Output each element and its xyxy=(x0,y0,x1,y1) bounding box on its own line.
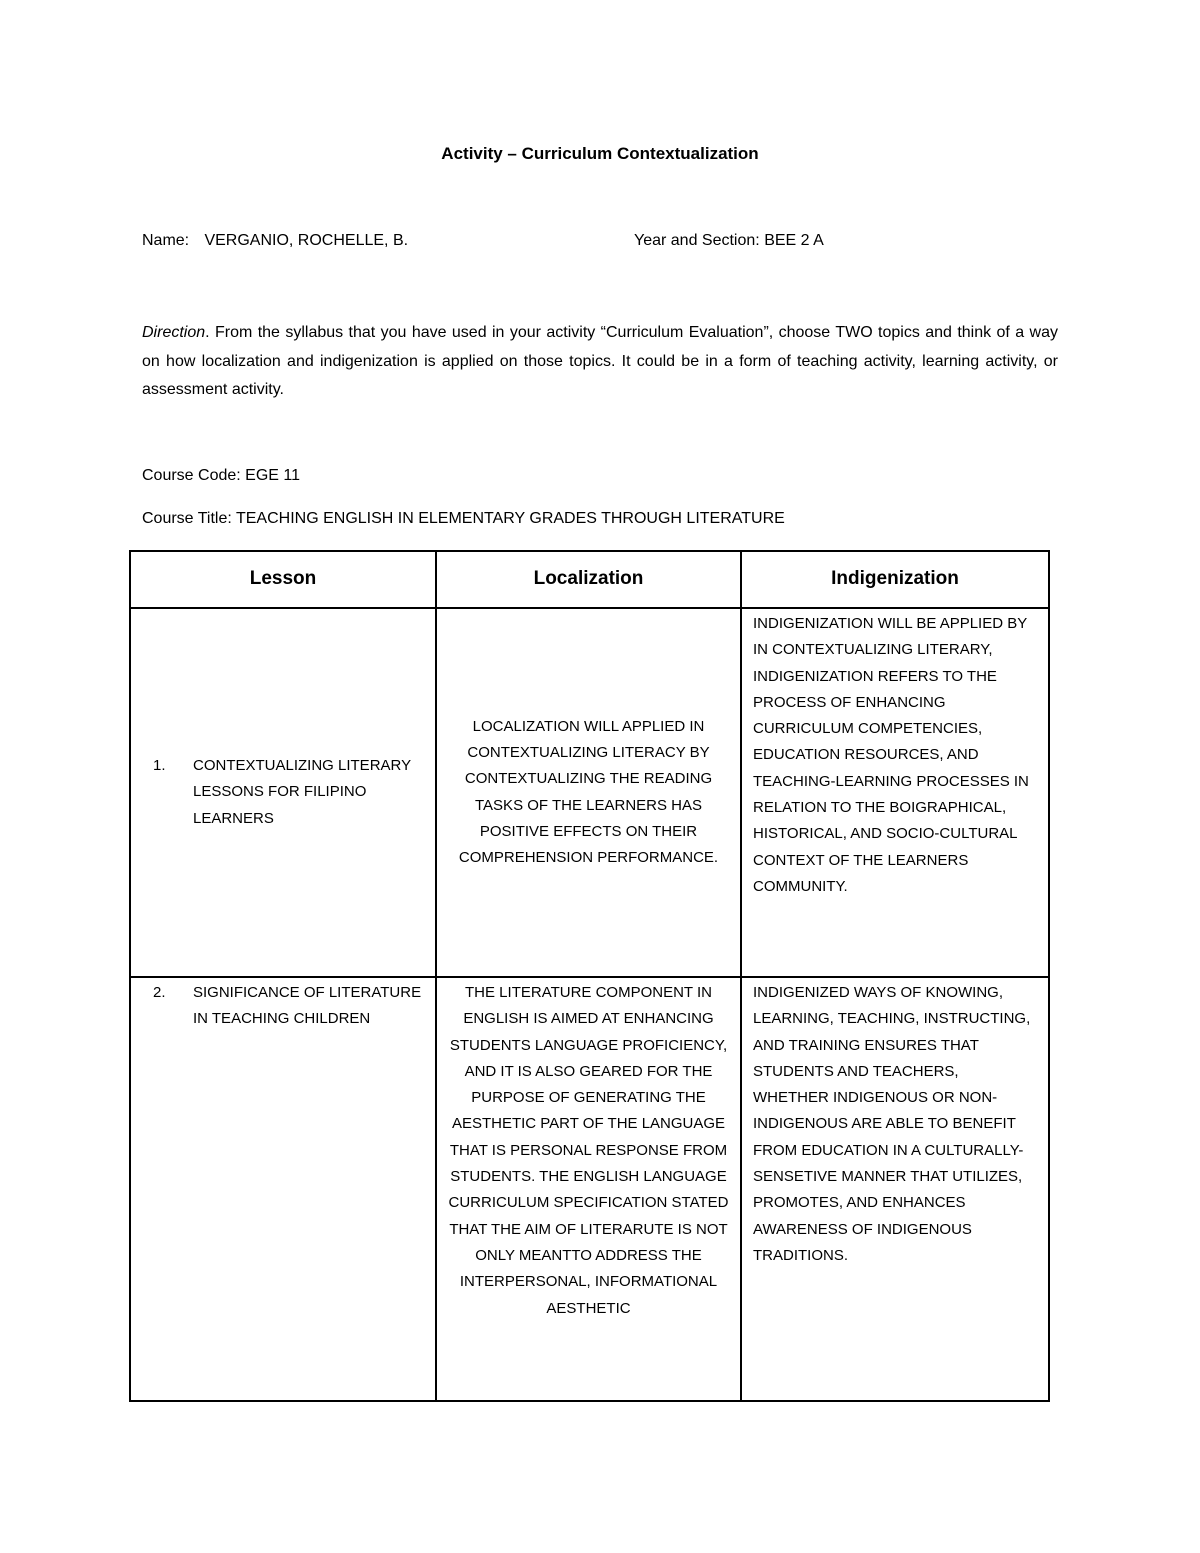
header-lesson: Lesson xyxy=(130,551,436,608)
localization-cell: THE LITERATURE COMPONENT IN ENGLISH IS AIMED AT ENHANCING STUDENTS LANGUAGE PROFICIENCY, AND IT IS ALSO GEARED FOR THE PURPOSE OF GENERATING THE AESTHETIC PART OF THE LANGUAGE THAT IS PERSONAL RESPONSE FROM STUDENTS. THE ENGLISH LANGUAGE CURRICULUM SPECIFICATION STATED THAT THE AIM OF LITERARUTE IS NOT ONLY MEANTTO ADDRESS THE INTERPERSONAL, INFORMATIONAL AESTHETIC xyxy=(436,977,741,1401)
name-label: Name: xyxy=(142,232,190,249)
table-header-row xyxy=(130,551,1049,608)
direction-paragraph xyxy=(142,319,1058,405)
table-row xyxy=(130,977,1049,1401)
indigenization-cell: INDIGENIZED WAYS OF KNOWING, LEARNING, TEACHING, INSTRUCTING, AND TRAINING ENSURES THAT STUDENTS AND TEACHERS, WHETHER INDIGENOUS OR NON-INDIGENOUS ARE ABLE TO BENEFIT FROM EDUCATION IN A CULTURALLY-SENSETIVE MANNER THAT UTILIZES, PROMOTES, AND ENHANCES AWARENESS OF INDIGENOUS TRADITIONS. xyxy=(741,977,1049,1401)
indigenization-cell: INDIGENIZATION WILL BE APPLIED BY IN CONTEXTUALIZING LITERARY, INDIGENIZATION REFERS TO THE PROCESS OF ENHANCING CURRICULUM COMPETENCIES, EDUCATION RESOURCES, AND TEACHING-LEARNING PROCESSES IN RELATION TO THE BOIGRAPHICAL, HISTORICAL, AND SOCIO-CULTURAL CONTEXT OF THE LEARNERS COMMUNITY. xyxy=(741,608,1049,977)
header-localization: Localization xyxy=(436,551,741,608)
lesson-number: 1. xyxy=(153,757,166,775)
lesson-table xyxy=(129,550,1050,1402)
lesson-number: 2. xyxy=(153,984,166,1001)
localization-cell: LOCALIZATION WILL APPLIED IN CONTEXTUALIZING LITERACY BY CONTEXTUALIZING THE READING TASKS OF THE LEARNERS HAS POSITIVE EFFECTS ON THEIR COMPREHENSION PERFORMANCE. xyxy=(436,608,741,977)
section-label: Year and Section: xyxy=(634,232,760,249)
lesson-text: CONTEXTUALIZING LITERARY LESSONS FOR FILIPINO LEARNERS xyxy=(193,757,411,827)
direction-text: . From the syllabus that you have used in your activity “Curriculum Evaluation”, choose TWO topics and think of a way on how localization and indigenization is applied on those topics. It could be in a form of teaching activity, learning activity, or assessment activity. xyxy=(142,324,1058,399)
lesson-text: SIGNIFICANCE OF LITERATURE IN TEACHING CHILDREN xyxy=(193,984,422,1028)
table-row xyxy=(130,608,1049,977)
header-indigenization: Indigenization xyxy=(741,551,1049,608)
course-title-value: TEACHING ENGLISH IN ELEMENTARY GRADES THROUGH LITERATURE xyxy=(235,510,785,527)
lesson-cell xyxy=(130,608,436,977)
document-title: Activity – Curriculum Contextualization xyxy=(441,144,759,163)
name-value: VERGANIO, ROCHELLE, B. xyxy=(204,232,409,249)
course-code xyxy=(142,467,300,485)
year-section xyxy=(634,232,824,250)
course-title-label: Course Title: xyxy=(142,510,232,527)
course-code-label: Course Code: xyxy=(142,467,241,484)
course-title xyxy=(142,510,785,528)
lesson-cell xyxy=(130,977,436,1401)
name-row xyxy=(142,232,1062,250)
section-value: BEE 2 A xyxy=(764,232,824,249)
direction-label: Direction xyxy=(142,324,206,341)
course-code-value: EGE 11 xyxy=(245,467,301,484)
